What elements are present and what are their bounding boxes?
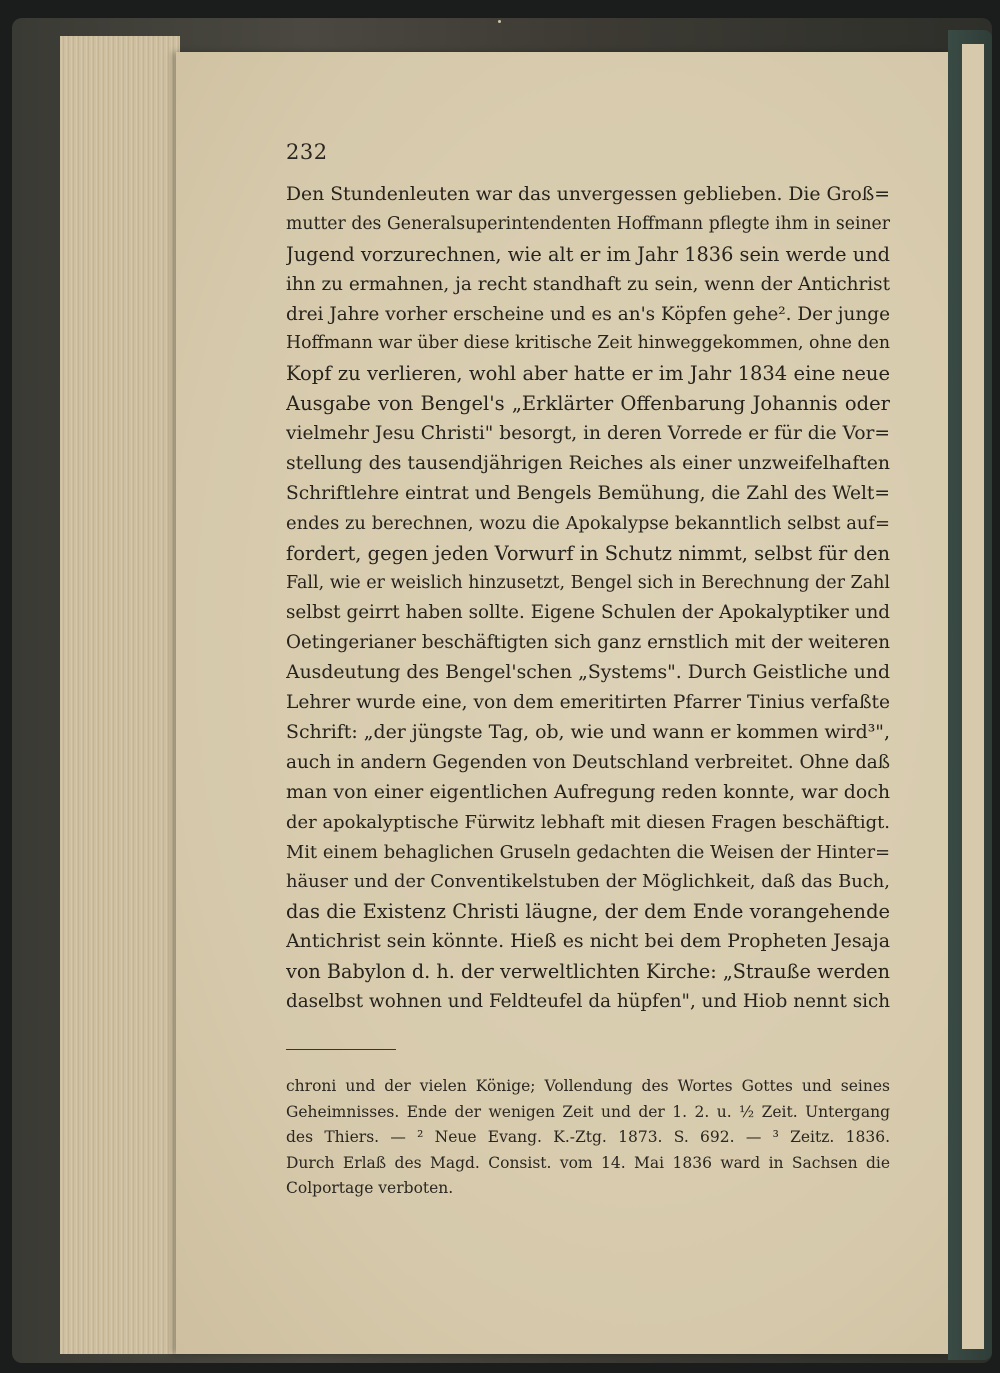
text-line: Schrift: „der jüngste Tag, ob, wie und wann er kommen wird³", [286,721,890,744]
footnote-line: des Thiers. — ² Neue Evang. K.-Ztg. 1873. S. 692. — ³ Zeitz. 1836. [286,1128,890,1146]
text-line: man von einer eigentlichen Aufregung reden konnte, war doch [286,780,890,803]
text-line: Ausgabe von Bengel's „Erklärter Offenbarung Johannis oder [286,392,890,416]
text-line: Mit einem behaglichen Gruseln gedachten die Weisen der Hinter= [286,841,890,863]
text-line: Jugend vorzurechnen, wie alt er im Jahr 1836 sein werde und [286,242,890,266]
text-line: Hoffmann war über diese kritische Zeit hinweggekommen, ohne den [286,333,890,354]
footnote-line: Colportage verboten. [286,1179,454,1197]
text-line: Oetingerianer beschäftigten sich ganz ernstlich mit der weiteren [286,632,890,654]
speck [498,20,501,23]
text-line: Den Stundenleuten war das unvergessen geblieben. Die Groß= [286,184,890,205]
text-line: häuser und der Conventikelstuben der Möglichkeit, daß das Buch, [286,871,890,893]
footnote-rule [286,1049,396,1050]
text-line: Antichrist sein könnte. Hieß es nicht bei dem Propheten Jesaja [286,930,890,953]
text-line: Fall, wie er weislich hinzusetzt, Bengel sich in Berechnung der Zahl [286,572,890,593]
text-line: der apokalyptische Fürwitz lebhaft mit diesen Fragen beschäftigt. [286,811,890,833]
text-line: daselbst wohnen und Feldteufel da hüpfen", und Hiob nennt sich [286,991,890,1013]
text-line: stellung des tausendjährigen Reiches als einer unzweifelhaften [286,453,890,475]
footnote-line: Geheimnisses. Ende der wenigen Zeit und der 1. 2. u. ½ Zeit. Untergang [286,1102,890,1121]
facing-page-edge [962,44,984,1349]
text-line: fordert, gegen jeden Vorwurf in Schutz nimmt, selbst für den [286,541,890,565]
body-text [286,180,890,1017]
text-line: mutter des Generalsuperintendenten Hoffmann pflegte ihm in seiner [286,213,890,234]
text-line: Schriftlehre eintrat und Bengels Bemühung, die Zahl des Welt= [286,482,890,504]
text-line: selbst geirrt haben sollte. Eigene Schulen der Apokalyptiker und [286,602,890,624]
footnote-line: chroni und der vielen Könige; Vollendung des Wortes Gottes und seines [286,1077,890,1095]
footnote-line: Durch Erlaß des Magd. Consist. vom 14. Mai 1836 ward in Sachsen die [286,1153,890,1172]
text-line: auch in andern Gegenden von Deutschland verbreitet. Ohne daß [286,751,890,773]
text-line: vielmehr Jesu Christi" besorgt, in deren Vorrede er für die Vor= [286,423,890,445]
footnotes [286,1074,890,1202]
text-line: von Babylon d. h. der verweltlichten Kirche: „Strauße werden [286,960,890,984]
text-line: Ausdeutung des Bengel'schen „Systems". Durch Geistliche und [286,662,890,684]
page-number: 232 [286,140,328,164]
text-line: ihn zu ermahnen, ja recht standhaft zu sein, wenn der Antichrist [286,273,890,295]
text-line: das die Existenz Christi läugne, der dem Ende vorangehende [286,900,890,924]
text-line: endes zu berechnen, wozu die Apokalypse bekanntlich selbst auf= [286,512,890,534]
text-line: Lehrer wurde eine, von dem emeritirten Pfarrer Tinius verfaßte [286,692,890,714]
text-line: drei Jahre vorher erscheine und es an's Köpfen gehe². Der junge [286,303,890,325]
text-line: Kopf zu verlieren, wohl aber hatte er im Jahr 1834 eine neue [286,362,890,386]
page-stack-edges [60,36,180,1354]
